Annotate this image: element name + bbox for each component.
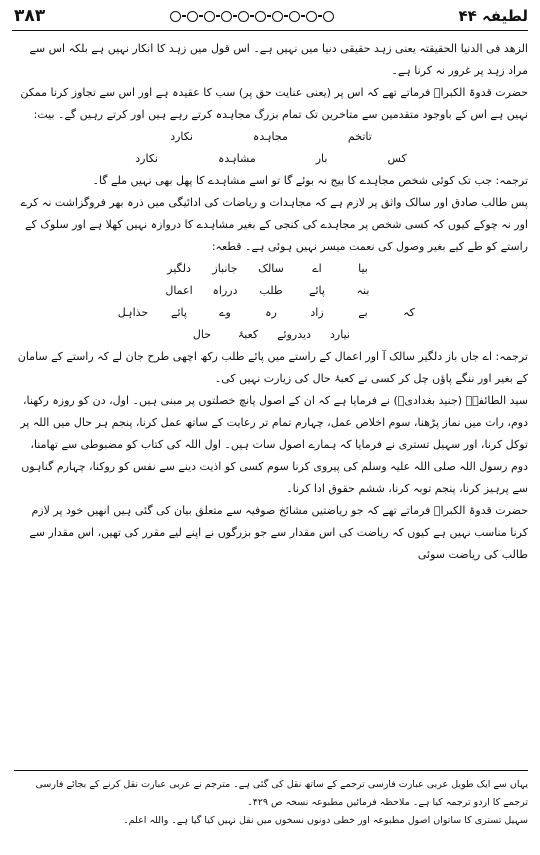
ornament-chain-icon (169, 11, 335, 22)
qita-word: کہ (403, 306, 415, 319)
paragraph: حضرت قدوۃ الکبراؒ فرماتے تھے کہ اس پر (یعنی عنایت حق پر) سب کا عقیدہ ہے اور اس سے تجاوز کرنا ممکن نہیں ہے اس کے باوجود متقدمین سے متاخرین تک تمام بزرگ مجاہدہ کرتے رہے ہیں اور کرتے رہیں گے۔ بیت: (20, 86, 528, 121)
footnotes (14, 776, 528, 830)
qita-word: جانباز (212, 262, 238, 275)
verse-line (14, 126, 528, 148)
qita-word: حذاہل (117, 306, 149, 319)
verse-word: بار (315, 152, 328, 165)
paragraph: ترجمہ: اے جاں باز دلگیر سالک آ اور اعمال کے راستے میں پائے طلب رکھ اچھی طرح جان لے کہ راستے کے سامان کے بغیر اور ننگے پاؤں چل کر کسی نے کعبۂ حال کی زیارت نہیں کی۔ (17, 350, 528, 385)
header-divider (12, 30, 528, 31)
main-text (14, 38, 528, 566)
verse-word: نکارد (135, 152, 158, 165)
qita-word: بے (358, 306, 368, 319)
qita-word: بنہ (356, 284, 370, 297)
page-header (14, 4, 528, 28)
qita-word: نیارد (330, 328, 350, 341)
qita-word: بیا (358, 262, 368, 275)
paragraph: حضرت قدوۃ الکبراؒ فرماتے تھے کہ جو ریاضتیں مشائخ صوفیہ سے متعلق بیان کی گئی ہیں انھیں خود پر لازم کرنا مناسب نہیں ہے کیوں کہ ریاضت کی اس مقدار سے جو بزرگوں نے اپنے لیے مقرر کی تھیں، اس مقدار سے طالب کی ریاضت سوئی (29, 504, 528, 561)
qita-word: پائے (309, 284, 325, 297)
chapter-title: لطیفہ ۴۴ (458, 7, 528, 25)
qita-word: اعمال (165, 284, 193, 297)
qita-line (14, 324, 528, 346)
qita-word: درراہ (212, 284, 238, 297)
verse-word: نکارد (170, 130, 193, 143)
qita-word: سالک (258, 262, 284, 275)
qita-line (14, 280, 528, 302)
qita-word: اے (312, 262, 322, 275)
qita-word: وے (219, 306, 231, 319)
qita-word: دیدروئے (277, 328, 311, 341)
verse-word: مشاہدہ (217, 152, 256, 165)
paragraph: پس طالب صادق اور سالک واثق پر لازم ہے کہ مجاہدات و ریاضات کی ادائیگی میں ذرہ بھر فروگزاشت نہ کرے اور نہ چوکے کیوں کہ کسی شخص پر مجاہدے کی کنجی کے بغیر مشاہدے کا دروازہ نہیں کھلا ہے اور سلوک کے راستے کو طے کیے بغیر وصول کی نعمت میسر نہیں ہوئی ہے۔ قطعہ: (20, 196, 528, 253)
qita-word: کعبۂ (237, 328, 259, 341)
paragraph: الزھد فی الدنیا الحقیقتہ یعنی زہد حقیقی دنیا میں نہیں ہے۔ اس قول میں زہد کا انکار نہیں ہے بلکہ اس سے مراد زہد پر غرور نہ کرنا ہے۔ (29, 42, 528, 77)
paragraph: ترجمہ: جب تک کوئی شخص مجاہدے کا بیج نہ بوئے گا تو اسے مشاہدے کا پھل بھی نہیں ملے گا۔ (92, 174, 528, 187)
qita-word: پائے (171, 306, 187, 319)
footnote: سہیل تستری کا ساتواں اصول مطبوعہ اور خطی دونوں نسخوں میں نقل نہیں کیا گیا ہے۔ واللہ اعلم۔ (123, 815, 528, 826)
verse-word: کس (387, 152, 407, 165)
verse-word: تاتخم (347, 130, 372, 143)
qita-word: طلب (259, 284, 283, 297)
qita-word: رہ (265, 306, 277, 319)
qita-word: حال (192, 328, 212, 341)
verse-word: مجاہدہ (252, 130, 288, 143)
verse-line (14, 148, 528, 170)
page-number: ۳۸۳ (14, 6, 46, 26)
qita-line (14, 258, 528, 280)
paragraph: سید الطائفہؒ (جنید بغدادیؒ) نے فرمایا ہے کہ ان کے اصول پانچ خصلتوں پر مبنی ہیں۔ اول، دن کو روزہ رکھنا، دوم، رات میں نماز پڑھنا، سوم اخلاص عمل، چہارم تمام تر رعایت کے ساتھ عمل کرنا، پنجم ہر حال میں اللہ پر توکل کرنا، اور سہیل تستری نے فرمایا کہ ہمارے اصول سات ہیں۔ اول اللہ کی کتاب کو مضبوطی سے تھامنا، دوم رسول اللہ صلی اللہ علیہ وسلم کی پیروی کرنا سوم کسی کو اذیت دینے سے نفس کو روکنا، چہارم گناہوں سے پرہیز کرنا، پنجم توبہ کرنا، ششم حقوق ادا کرنا۔ (20, 394, 528, 495)
footnote: یہاں سے ایک طویل عربی عبارت فارسی ترجمے کے ساتھ نقل کی گئی ہے۔ مترجم نے عربی عبارت نقل کرنے کے بجائے فارسی ترجمے کا اردو ترجمہ کیا ہے۔ ملاحظہ فرمائیں مطبوعہ نسخہ ص ۴۲۹۔ (35, 779, 528, 808)
footnote-divider (14, 770, 528, 771)
qita-line (14, 302, 528, 324)
qita-word: زاد (310, 306, 324, 319)
qita-word: دلگیر (167, 262, 191, 275)
